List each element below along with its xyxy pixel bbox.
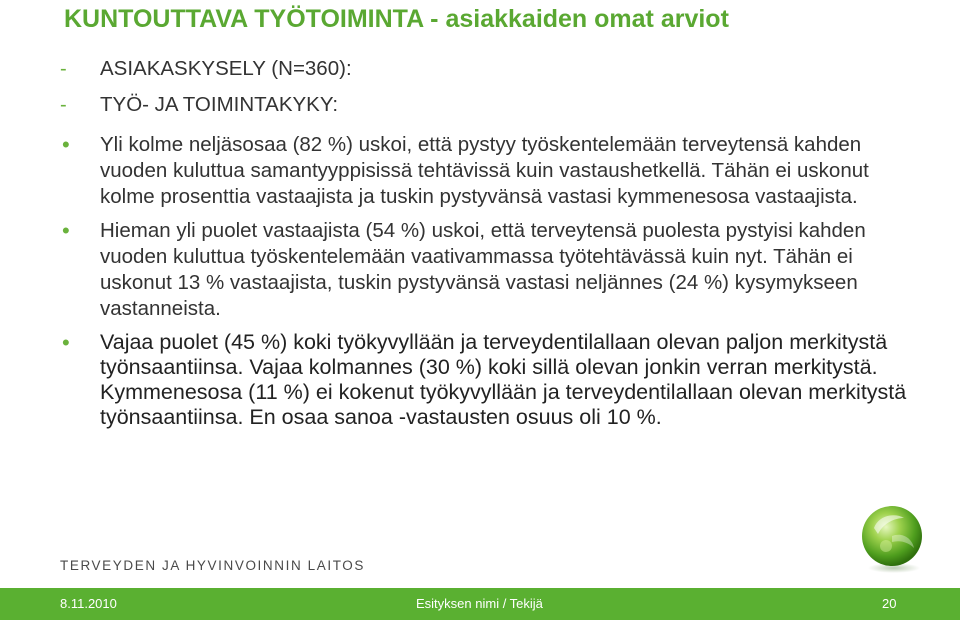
page-number: 20 (882, 596, 897, 611)
list-item (58, 56, 908, 82)
footer-presentation-name: Esityksen nimi / Tekijä (416, 596, 543, 611)
list-item (58, 330, 908, 430)
footer-bar (0, 588, 960, 620)
list-item-text: Hieman yli puolet vastaajista (54 %) uskoi, että terveytensä puolesta pystyisi kahden vuoden kuluttua työskentelemään vaativammassa työtehtävässä kuin nyt. Tähän ei uskonut 13 % vastaajista, tuskin pystyvänsä vastasi neljännes (24 %) kysymykseen vastanneista. (100, 219, 866, 320)
green-orb-icon (856, 502, 928, 574)
content-list (58, 56, 908, 438)
dash-marker: - (60, 58, 67, 80)
list-item (58, 218, 908, 322)
dash-marker: - (60, 94, 67, 116)
bullet-marker: • (62, 218, 70, 243)
list-item-text: TYÖ- JA TOIMINTAKYKY: (100, 93, 339, 116)
footer-date: 8.11.2010 (60, 596, 117, 611)
bullet-marker: • (62, 132, 70, 157)
list-item (58, 92, 908, 118)
organization-name: TERVEYDEN JA HYVINVOINNIN LAITOS (60, 558, 366, 573)
list-item-text: Yli kolme neljäsosaa (82 %) uskoi, että pystyy työskentelemään terveytensä kahden vuoden kuluttua samantyyppisissä tehtävissä kuin vastaushetkellä. Tähän ei uskonut kolme prosenttia vastaajista ja tuskin pystyvänsä vastasi kymmenesosa vastaajista. (100, 133, 869, 208)
list-item-text: ASIAKASKYSELY (N=360): (100, 57, 352, 80)
list-item (58, 132, 908, 210)
bullet-marker: • (62, 330, 70, 355)
list-item-text: Vajaa puolet (45 %) koki työkyvyllään ja terveydentilallaan olevan paljon merkitystä työnsaantiinsa. Vajaa kolmannes (30 %) koki sillä olevan jonkin verran merkitystä. Kymmenesosa (11 %) ei kokenut työkyvyllään ja terveydentilallaan olevan merkitystä työnsaantiinsa. En osaa sanoa -vastausten osuus oli 10 %. (100, 330, 907, 429)
slide-title: KUNTOUTTAVA TYÖTOIMINTA - asiakkaiden omat arviot (64, 5, 729, 33)
